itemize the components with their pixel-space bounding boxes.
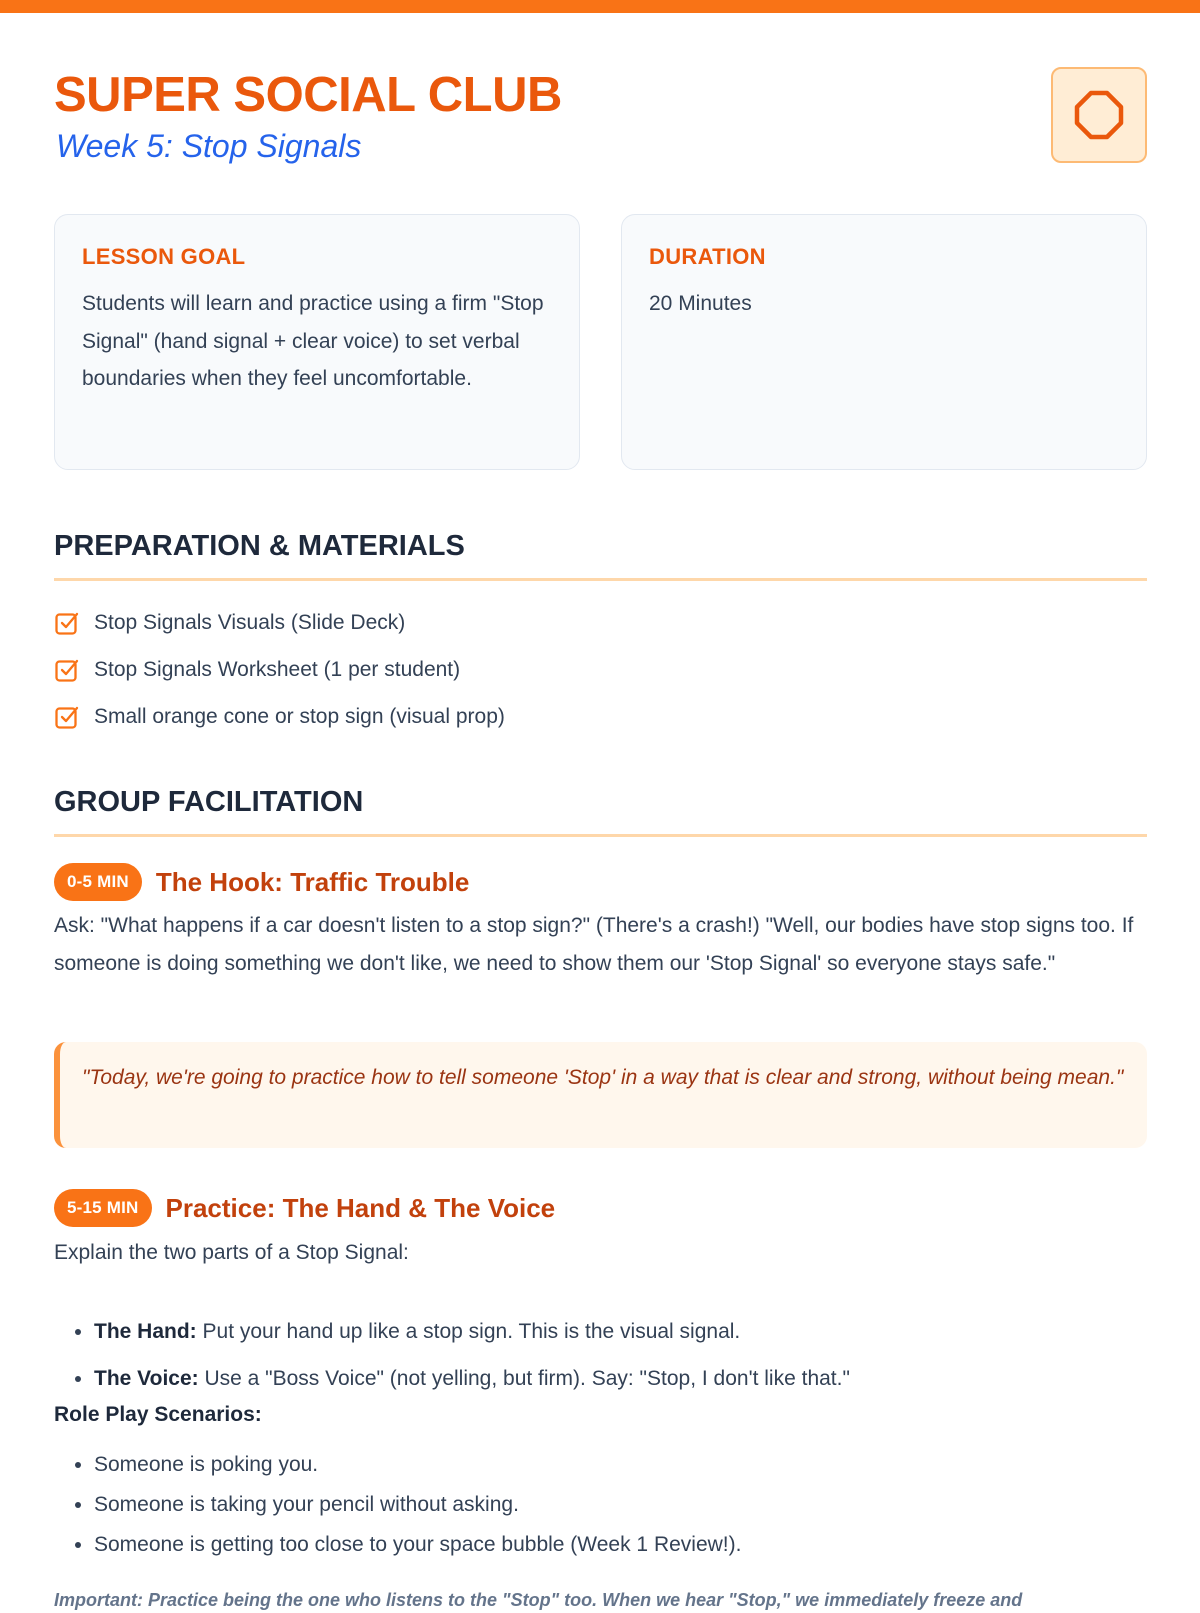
lesson-goal-card [54,214,580,470]
material-text: Stop Signals Worksheet (1 per student) [94,657,461,681]
list-item: • Someone is taking your pencil without asking. [94,1485,741,1525]
logo-badge [1051,67,1147,163]
list-item: • Someone is poking you. [94,1445,741,1485]
checkbox-checked-icon [54,610,80,636]
practice-heading: Practice: The Hand & The Voice [165,1192,556,1223]
part-term: The Hand: [94,1320,197,1343]
practice-intro: Explain the two parts of a Stop Signal: [54,1241,409,1264]
materials-list [54,599,505,740]
list-item [54,693,505,740]
part-term: The Voice: [94,1367,199,1390]
material-text: Stop Signals Visuals (Slide Deck) [94,610,406,634]
list-item [54,599,505,646]
hook-block-title [54,862,469,902]
material-text: Small orange cone or stop sign (visual prop) [94,704,505,728]
lesson-goal-text: Students will learn and practice using a firm "Stop Signal" (hand signal + clear voice) to set verbal boundaries when they feel uncomfortable. [82,292,544,390]
lesson-goal-label: LESSON GOAL [82,244,246,269]
duration-label: DURATION [649,244,766,269]
checkbox-checked-icon [54,657,80,683]
list-item [54,646,505,693]
hook-text: Ask: "What happens if a car doesn't listen to a stop sign?" (There's a crash!) "Well, our bodies have stop signs too. If someone is doing something we don't like, we need to show them our 'Stop Signal' so everyone stays safe." [54,914,1134,975]
practice-block-title [54,1188,555,1228]
scenarios-list [54,1445,741,1565]
list-item: • Someone is getting too close to your space bubble (Week 1 Review!). [94,1525,741,1565]
stop-signal-parts-list [54,1308,850,1402]
top-accent-bar [0,0,1200,13]
time-badge: 5-15 MIN [54,1189,152,1227]
header [54,13,1147,200]
hook-heading: The Hook: Traffic Trouble [155,866,470,897]
important-note: Important: Practice being the one who listens to the "Stop" too. When we hear "Stop," we immediately freeze and [54,1590,1023,1610]
part-desc: Use a "Boss Voice" (not yelling, but firm). Say: "Stop, I don't like that." [198,1367,850,1390]
list-item [94,1308,850,1355]
duration-card [621,214,1147,470]
lesson-plan-page [54,13,1147,1610]
materials-heading: PREPARATION & MATERIALS [54,528,1147,581]
facilitation-heading: GROUP FACILITATION [54,784,1147,837]
page-title: SUPER SOCIAL CLUB [54,68,562,122]
duration-value: 20 Minutes [649,292,752,315]
checkbox-checked-icon [54,704,80,730]
hook-quote: "Today, we're going to practice how to tell someone 'Stop' in a way that is clear and strong, without being mean." [54,1042,1147,1148]
time-badge: 0-5 MIN [54,863,142,901]
stop-octagon-icon [1073,89,1125,141]
scenarios-heading: Role Play Scenarios: [54,1403,262,1426]
list-item [94,1355,850,1402]
part-desc: Put your hand up like a stop sign. This is the visual signal. [196,1320,741,1343]
info-cards [54,214,1147,470]
page-subtitle: Week 5: Stop Signals [56,128,362,164]
